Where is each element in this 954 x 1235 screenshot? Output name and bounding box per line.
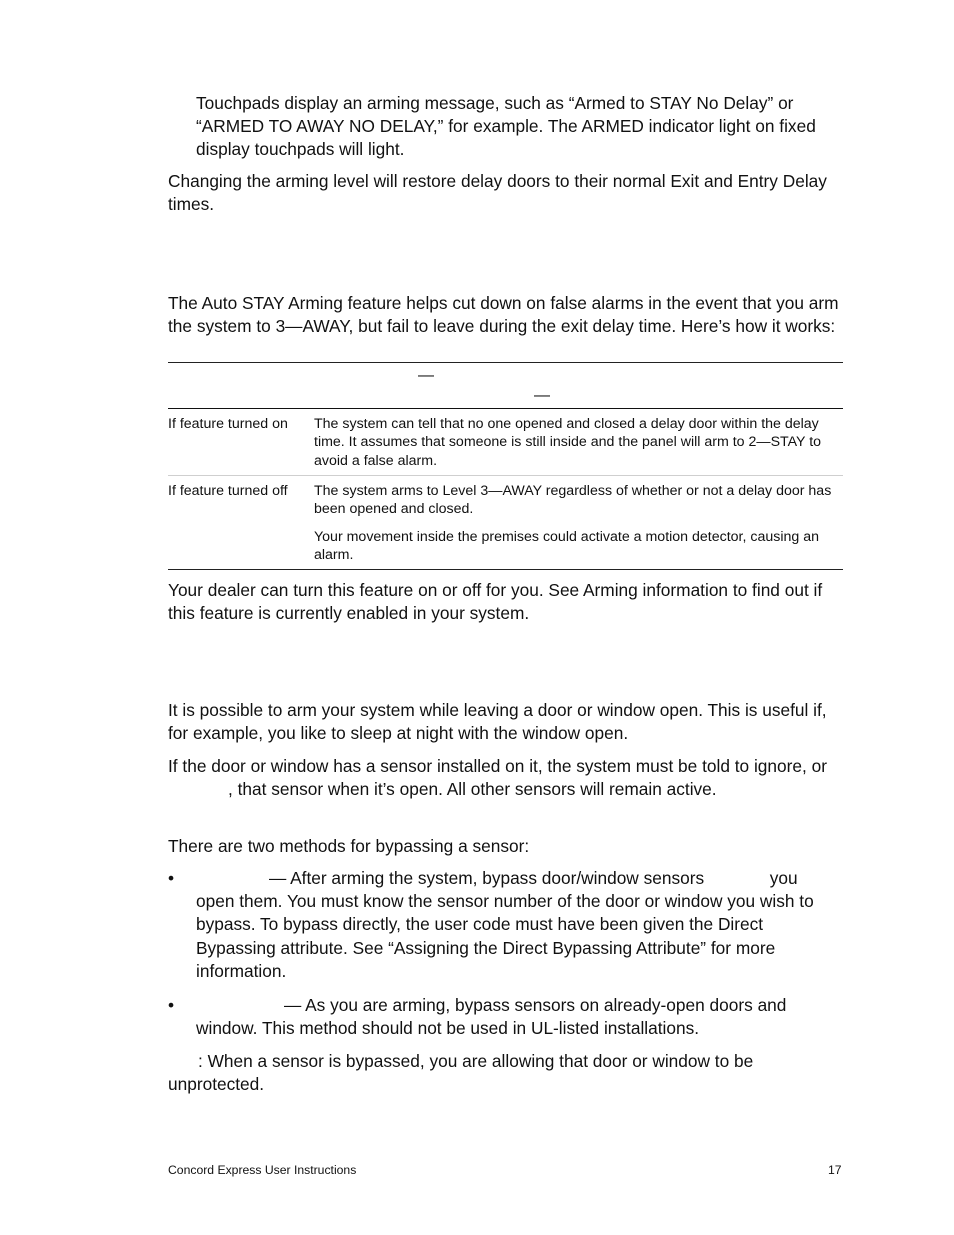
- page-number: 17: [828, 1163, 842, 1177]
- bypass-method-2-text: [196, 994, 840, 1040]
- bullet-icon: •: [168, 868, 175, 888]
- touchpad-message-paragraph: Touchpads display an arming message, such as “Armed to STAY No Delay” or “ARMED TO AWAY NO DELAY,” for example. The ARMED indicator light on fixed display touchpads will light.: [196, 93, 816, 160]
- arming-level-paragraph: Changing the arming level will restore delay doors to their normal Exit and Entry Delay times.: [168, 171, 827, 215]
- method-2-text: — As you are arming, bypass sensors on already-open doors and window. This method should not be used in UL-listed installations.: [196, 995, 787, 1039]
- sensor-note-paragraph: [168, 755, 840, 801]
- bypass-intro-paragraph: It is possible to arm your system while leaving a door or window open. This is useful if, for example, you like to sleep at night with the window open.: [168, 700, 827, 744]
- table-row-result-on: The system can tell that no one opened and closed a delay door within the delay time. It assumes that someone is still inside and the panel will arm to 2—STAY to avoid a false alarm.: [314, 416, 822, 469]
- dealer-note-paragraph: Your dealer can turn this feature on or off for you. See Arming information to find out if this feature is currently enabled in your system.: [168, 580, 823, 624]
- table-row-divider: [168, 475, 843, 476]
- table-row-result-off: The system arms to Level 3—AWAY regardless of whether or not a delay door has been opened and closed.: [314, 483, 832, 518]
- method-1-text-2: you open them. You must know the sensor number of the door or window you wish to bypass. To bypass directly, the user code must have been given the Direct Bypassing attribute. See “Assigning the Direct Bypassing Attribute” for more information.: [196, 868, 814, 981]
- table-header-dash-2: —: [534, 387, 550, 404]
- methods-intro-paragraph: There are two methods for bypassing a sensor:: [168, 836, 530, 856]
- sensor-note-text-1: If the door or window has a sensor installed on it, the system must be told to ignore, or: [168, 756, 827, 776]
- auto-stay-description: The Auto STAY Arming feature helps cut down on false alarms in the event that you arm the system to 3—AWAY, but fail to leave during the exit delay time. Here’s how it works:: [168, 293, 839, 337]
- table-header-rule: [168, 408, 843, 409]
- sensor-note-text-2: , that sensor when it’s open. All other sensors will remain active.: [228, 779, 717, 800]
- table-top-rule: [168, 362, 843, 363]
- table-row-condition-off: If feature turned off: [168, 483, 288, 499]
- bypass-method-1-text: [196, 867, 840, 983]
- bullet-icon: •: [168, 995, 175, 1015]
- table-row-result-off-note: Your movement inside the premises could activate a motion detector, causing an alarm.: [314, 529, 819, 564]
- table-bottom-rule: [168, 569, 843, 570]
- method-1-text-1: — After arming the system, bypass door/window sensors: [269, 868, 709, 888]
- bypass-method-1: [168, 867, 840, 983]
- bypass-warning-paragraph: [168, 1050, 840, 1096]
- bypass-warning-text: : When a sensor is bypassed, you are allowing that door or window to be unprotected.: [168, 1051, 754, 1095]
- table-header-dash-1: —: [418, 367, 434, 384]
- footer-title: Concord Express User Instructions: [168, 1163, 357, 1177]
- bypass-method-2: [168, 994, 840, 1040]
- table-row-condition-on: If feature turned on: [168, 416, 288, 432]
